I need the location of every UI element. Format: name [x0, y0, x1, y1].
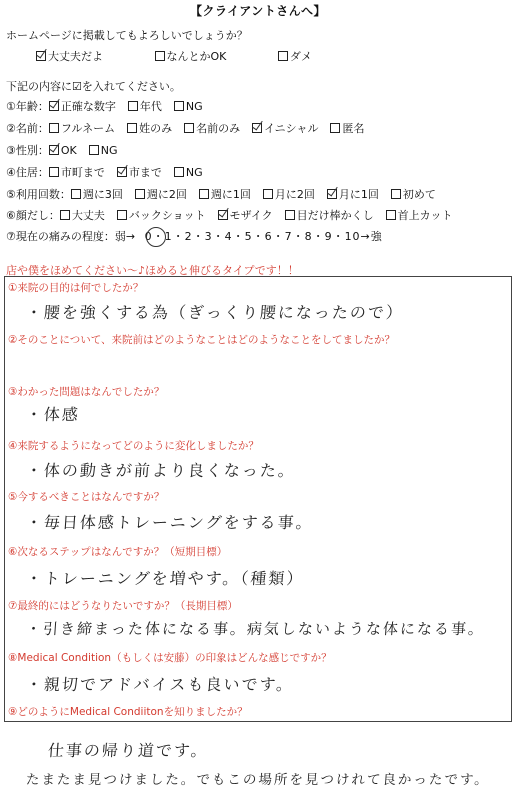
option-item[interactable] — [199, 186, 251, 202]
option-label: 目だけ棒かくし — [296, 209, 374, 222]
option-item[interactable] — [218, 207, 273, 223]
option-daijoubu[interactable]: 大丈夫だよ — [36, 48, 103, 64]
option-label: イニシャル — [264, 122, 319, 135]
checkbox[interactable] — [327, 189, 337, 199]
checkbox[interactable] — [71, 189, 81, 199]
option-item[interactable] — [117, 164, 162, 180]
pain-scale-row — [6, 228, 383, 244]
option-row — [6, 164, 215, 180]
pain-scale: 0・1・2・3・4・5・6・7・8・9・10→強 — [144, 230, 383, 243]
row-label: ②名前： — [6, 122, 49, 135]
checkbox[interactable] — [60, 210, 70, 220]
option-item[interactable] — [386, 207, 453, 223]
option-label: 年代 — [139, 100, 162, 113]
option-label: NG — [100, 144, 118, 157]
question-9: ⑨どのようにMedical Condiitonを知りましたか？ — [8, 706, 248, 718]
homepage-options — [36, 48, 324, 64]
checkbox[interactable] — [330, 123, 340, 133]
checkbox[interactable] — [278, 51, 288, 61]
checkbox[interactable] — [218, 210, 228, 220]
row-label: ⑤利用回数： — [6, 188, 71, 201]
answer-8: ・親切でアドバイスも良いです。 — [25, 675, 295, 694]
option-label: 週に3回 — [82, 188, 123, 201]
option-dame[interactable]: ダメ — [278, 48, 312, 64]
option-item[interactable] — [89, 144, 118, 157]
checkbox[interactable] — [252, 123, 262, 133]
option-item[interactable] — [285, 207, 374, 223]
question-3: ③わかった問題はなんでしたか？ — [8, 386, 165, 398]
option-label: 月に2回 — [274, 188, 315, 201]
checkbox[interactable] — [285, 210, 295, 220]
option-item[interactable] — [263, 186, 315, 202]
checkbox[interactable] — [135, 189, 145, 199]
answer-1: ・腰を強くする為（ぎっくり腰になったので） — [25, 303, 405, 322]
option-label: 初めて — [402, 188, 436, 201]
option-item[interactable] — [49, 164, 105, 180]
option-label: 首上カット — [397, 209, 453, 222]
answer-5: ・毎日体感トレーニングをする事。 — [25, 513, 315, 532]
row-label: ③性別： — [6, 144, 49, 157]
option-label: 名前のみ — [196, 122, 241, 135]
option-item[interactable] — [174, 166, 203, 179]
option-row — [6, 142, 130, 158]
question-6: ⑥次なるステップはなんですか？（短期目標） — [8, 546, 228, 558]
form-title: 【クライアントさんへ】 — [189, 4, 327, 18]
checkbox[interactable] — [263, 189, 273, 199]
checkbox[interactable] — [127, 123, 137, 133]
row-label: ⑥顔だし： — [6, 209, 60, 222]
checkbox[interactable] — [128, 101, 138, 111]
checkbox[interactable] — [36, 51, 46, 61]
question-8: ⑧Medical Condition（もしくは安藤）の印象はどんな感じですか？ — [8, 652, 332, 664]
answer-7: ・引き締まった体になる事。病気しないような体になる事。 — [25, 620, 486, 638]
option-row — [6, 186, 448, 202]
option-label: NG — [185, 166, 203, 179]
option-label: モザイク — [229, 209, 273, 222]
option-label: 市まで — [128, 166, 162, 179]
option-item[interactable] — [391, 186, 436, 202]
checkbox[interactable] — [391, 189, 401, 199]
option-item[interactable] — [127, 120, 172, 136]
row-label: ①年齢： — [6, 100, 49, 113]
option-item[interactable] — [327, 186, 379, 202]
answer-3: ・体感 — [25, 405, 81, 424]
option-label: OK — [60, 144, 77, 157]
option-label: 正確な数字 — [60, 100, 116, 113]
checkbox[interactable] — [117, 167, 127, 177]
checkbox[interactable] — [49, 145, 59, 155]
option-nantoka[interactable]: なんとかOK — [155, 48, 227, 64]
question-2: ②そのことについて、来院前はどのようなことはどのようなことをしてましたか？ — [8, 334, 395, 346]
question-1: ①来院の目的は何でしたか？ — [8, 282, 144, 294]
answer-6: ・トレーニングを増やす。（種類） — [25, 569, 306, 588]
option-label: 週に2回 — [146, 188, 187, 201]
option-item[interactable] — [49, 98, 116, 114]
option-item[interactable] — [174, 100, 203, 113]
checkbox[interactable] — [49, 167, 59, 177]
pain-selected-circle — [146, 227, 166, 247]
option-item[interactable] — [117, 207, 206, 223]
checkbox[interactable] — [117, 210, 127, 220]
option-item[interactable] — [252, 120, 318, 136]
question-7: ⑦最終的にはどうなりたいですか？（長期目標） — [8, 600, 238, 612]
checkbox[interactable] — [184, 123, 194, 133]
footer-line-2: たまたま見つけました。でもこの場所を見つけれて良かったです。 — [25, 772, 491, 788]
option-row — [6, 98, 215, 114]
option-label: 大丈夫 — [71, 209, 105, 222]
option-item[interactable] — [184, 120, 240, 136]
option-label: 匿名 — [342, 122, 365, 135]
checkbox[interactable] — [174, 101, 184, 111]
option-row — [6, 207, 465, 223]
option-item[interactable] — [49, 120, 115, 136]
checkbox[interactable] — [49, 123, 59, 133]
question-5: ⑤今するべきことはなんですか？ — [8, 491, 165, 503]
option-label: バックショット — [128, 209, 206, 222]
option-item[interactable] — [60, 207, 105, 223]
answer-4: ・体の動きが前より良くなった。 — [25, 461, 297, 480]
option-label: NG — [185, 100, 203, 113]
question-4: ④来院するようになってどのように変化しましたか？ — [8, 440, 259, 452]
checkbox[interactable] — [155, 51, 165, 61]
checkbox[interactable] — [199, 189, 209, 199]
footer-line-1: 仕事の帰り道です。 — [47, 741, 210, 760]
option-label: フルネーム — [60, 122, 116, 135]
option-label: 姓のみ — [139, 122, 173, 135]
option-label: 月に1回 — [338, 188, 379, 201]
option-item[interactable] — [49, 144, 77, 157]
option-label: 週に1回 — [210, 188, 251, 201]
praise-text: 店や僕をほめてください～♪ほめると伸びるタイプです！！ — [6, 264, 299, 277]
checkbox[interactable] — [89, 145, 99, 155]
pain-label: ⑦現在の痛みの程度：弱→ — [6, 230, 136, 243]
row-label: ④住居： — [6, 166, 49, 179]
option-item[interactable] — [128, 98, 162, 114]
option-item[interactable] — [135, 186, 187, 202]
option-item[interactable] — [330, 120, 364, 136]
option-row — [6, 120, 376, 136]
checkbox[interactable] — [174, 167, 184, 177]
checkbox[interactable] — [49, 101, 59, 111]
option-label: 市町まで — [60, 166, 105, 179]
homepage-question: ホームページに掲載してもよろしいでしょうか？ — [6, 29, 248, 42]
option-item[interactable] — [71, 186, 123, 202]
instruction: 下記の内容に☑を入れてください。 — [6, 80, 181, 93]
checkbox[interactable] — [386, 210, 396, 220]
